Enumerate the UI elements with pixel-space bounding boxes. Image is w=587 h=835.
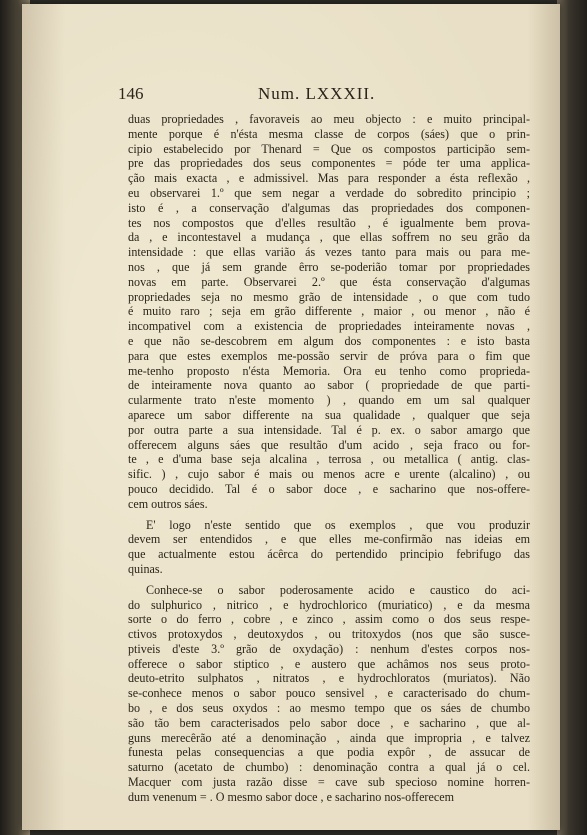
text-line: pre das propriedades dos seus componentes = póde ter uma applica-	[128, 156, 530, 171]
text-line: ctivos protoxydos , deutoxydos , ou tritoxydos (nos que são susce-	[128, 627, 530, 642]
text-line: offerece o sabor stiptico , e austero que achâmos nos seus proto-	[128, 656, 530, 671]
text-line: guns merecêrão até a denominação , ainda que impropria , e talvez	[128, 730, 530, 745]
paragraph	[128, 518, 530, 577]
text-line: Macquer com justa razão disse = cave sub specioso nomine horren-	[128, 775, 530, 790]
text-line: de inteiramente nova quanto ao sabor ( propriedade de que parti-	[128, 378, 530, 393]
text-line: sific. ) , cujo sabor é mais ou menos acre e urente (alcalino) , ou	[128, 467, 530, 482]
text-line: mente porque é n'ésta mesma classe de corpos (sáes) que o prin-	[128, 126, 530, 141]
body-text	[128, 112, 530, 805]
text-line: cipio estabelecido por Thenard = Que os compostos participão sem-	[128, 141, 530, 156]
text-line: e que não se-descobrem em algum dos componentes : e isto basta	[128, 333, 530, 348]
text-line: nos , que já sem grande êrro se-poderião tomar por propriedades	[128, 259, 530, 274]
text-line: cem outros sáes.	[128, 496, 208, 511]
text-line: duas propriedades , favoraveis ao meu objecto : e muito principal-	[128, 112, 530, 126]
text-line: é muito raro ; seja em grão differente , maior , ou menor , não é	[128, 304, 530, 319]
text-line: te , e d'uma base seja alcalina , terrosa , ou metallica ( antig. clas-	[128, 452, 530, 467]
text-line: novas em parte. Observarei 2.º que ésta conservação d'algumas	[128, 274, 530, 289]
text-line: da , e incontestavel a mudança , que ellas soffrem no seu grão da	[128, 230, 530, 245]
page-number: 146	[118, 84, 144, 103]
page-header	[118, 84, 416, 106]
text-line: devem ser entendidos , e que elles me-confirmão nas ideias em	[128, 532, 530, 547]
text-line: E' logo n'este sentido que os exemplos , que vou produzir	[146, 517, 530, 532]
text-line: offerecem alguns sáes que resultão d'um acido , seja fraco ou for-	[128, 437, 530, 452]
text-line: deuto-etrito sulphatos , nitratos , e hydrochloratos (muriatos). Não	[128, 671, 530, 686]
text-line: dum venenum = . O mesmo sabor doce , e sacharino nos-offerecem	[128, 789, 454, 804]
text-line: bo , e dos seus oxydos : ao mesmo tempo que os sáes de chumbo	[128, 701, 530, 716]
text-line: para que estes exemplos me-possão servir de próva para o fim que	[128, 348, 530, 363]
page-edge-shadow	[557, 0, 587, 835]
text-line: se-conhece menos o sabor pouco sensivel , e caracterisado do chum-	[128, 686, 530, 701]
paragraph	[128, 583, 530, 805]
text-line: quinas.	[128, 561, 163, 576]
text-line: ptiveis d'este 3.º grão de oxydação) : nenhum d'estes corpos nos-	[128, 641, 530, 656]
text-line: pouco decidido. Tal é o sabor doce , e sacharino que nos-offere-	[128, 481, 530, 496]
text-line: incompativel com a existencia de propriedades inteiramente novas ,	[128, 319, 530, 334]
text-line: me-tenho proposto n'ésta Memoria. Ora eu tenho como proprieda-	[128, 363, 530, 378]
text-line: propriedades seja no mesmo grão de intensidade , o que com tudo	[128, 289, 530, 304]
text-line: que actualmente estou ácêrca do pertendido principio febrifugo das	[128, 547, 530, 562]
text-line: intensidade : que ellas varião ás vezes tanto para mais ou para me-	[128, 245, 530, 260]
text-line: são tão bem caracterisados pelo sabor doce , e sacharino , que al-	[128, 715, 530, 730]
text-line: saturno (acetato de chumbo) : denominação contra a qual já o cel.	[128, 760, 530, 775]
text-line: aparece um sabor differente na sua qualidade , qualquer que seja	[128, 407, 530, 422]
text-line: do sulphurico , nitrico , e hydrochlorico (muriatico) , e da mesma	[128, 597, 530, 612]
running-title: Num. LXXXII.	[258, 84, 376, 103]
text-line: isto é , a conservação d'algumas das propriedades dos componen-	[128, 200, 530, 215]
paragraph	[128, 112, 530, 512]
text-line: cularmente trato n'este momento ) , quando em um sal qualquer	[128, 393, 530, 408]
text-line: ção mais exacta , e admissivel. Mas para responder a ésta reflexão ,	[128, 171, 530, 186]
text-line: Conhece-se o sabor poderosamente acido e caustico do aci-	[146, 582, 530, 597]
text-line: eu observarei 1.º que sem negar a verdade do sobredito principio ;	[128, 185, 530, 200]
text-line: por outra parte a sua intensidade. Tal é p. ex. o sabor amargo que	[128, 422, 530, 437]
text-line: tes nos compostos que d'elles resultão , é igualmente bem prova-	[128, 215, 530, 230]
book-page	[22, 4, 560, 830]
text-line: sorte o do ferro , cobre , e zinco , assim como o dos seus respe-	[128, 612, 530, 627]
text-line: funesta pelas consequencias a que podia expôr , de assucar de	[128, 745, 530, 760]
